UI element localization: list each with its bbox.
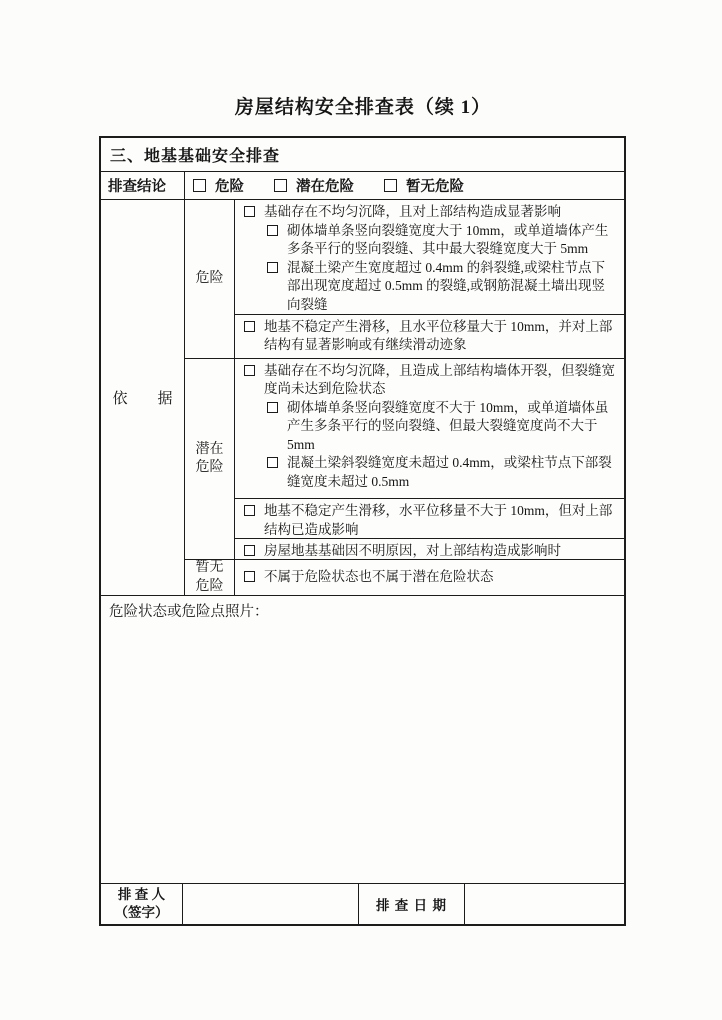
checklist-item [266, 222, 618, 259]
checklist-item [266, 454, 618, 491]
category-rows [235, 200, 624, 358]
category-rows [235, 359, 624, 559]
checklist-item [266, 399, 618, 455]
category-rows [235, 560, 624, 595]
checklist-item [243, 362, 618, 399]
inspector-label-line2: （签字） [114, 905, 169, 920]
checklist-item-text: 房屋地基基础因不明原因，对上部结构造成影响时 [264, 543, 561, 559]
checkbox-icon [193, 179, 206, 192]
checklist-item-text: 混凝土梁产生宽度超过 0.4mm 的斜裂缝,或梁柱节点下部出现宽度超过 0.5mm 的裂缝,或钢筋混凝土墙出现竖向裂缝 [287, 259, 606, 312]
checkbox-icon [384, 179, 397, 192]
checklist-item-text: 地基不稳定产生滑移，水平位移量不大于 10mm，但对上部结构已造成影响 [264, 503, 613, 537]
conclusion-option-danger [193, 175, 244, 196]
checkbox-icon [267, 402, 278, 413]
conclusion-option-label: 潜在危险 [296, 179, 354, 195]
conclusion-option-potential-danger [274, 175, 354, 196]
checklist-item [243, 568, 618, 587]
date-label: 排 查 日 期 [359, 884, 465, 924]
checkbox-icon [244, 505, 255, 516]
checklist-item-text: 基础存在不均匀沉降，且造成上部结构墙体开裂，但裂缝宽度尚未达到危险状态 [264, 362, 615, 397]
checklist-item [243, 318, 618, 355]
category-label: 暂无危险 [185, 560, 235, 595]
checklist-item-text: 砌体墙单条竖向裂缝宽度大于 10mm，或单道墙体产生多条平行的竖向裂缝、其中最大裂缝宽度大于 5mm [287, 222, 609, 256]
conclusion-row [101, 172, 624, 200]
category-potential-danger [185, 358, 624, 559]
page-title: 房屋结构安全排查表（续 1） [234, 97, 492, 118]
checklist-item [243, 502, 618, 538]
checklist-item-text: 砌体墙单条竖向裂缝宽度不大于 10mm，或单道墙体虽产生多条平行的竖向裂缝、但最大裂缝宽度尚不大于 5mm [287, 399, 609, 452]
checklist-item [243, 542, 618, 559]
checkbox-icon [244, 206, 255, 217]
criteria-row [235, 314, 624, 358]
category-danger [185, 200, 624, 358]
checklist-item-text: 混凝土梁斜裂缝宽度未超过 0.4mm，或梁柱节点下部裂缝宽度未超过 0.5mm [287, 455, 612, 489]
checkbox-icon [267, 262, 278, 273]
conclusion-option-label: 危险 [215, 179, 244, 195]
category-label: 危险 [185, 200, 235, 358]
checkbox-icon [244, 545, 255, 556]
checkbox-icon [244, 571, 255, 582]
checklist-item-text: 基础存在不均匀沉降，且对上部结构造成显著影响 [264, 204, 561, 219]
category-label: 潜在危险 [185, 359, 235, 559]
criteria-row [235, 200, 624, 314]
photo-area-label: 危险状态或危险点照片： [109, 604, 269, 620]
checkbox-icon [274, 179, 287, 192]
basis-categories [185, 200, 624, 595]
basis-block [101, 200, 624, 596]
conclusion-option-label: 暂无危险 [406, 179, 464, 195]
checkbox-icon [244, 321, 255, 332]
criteria-row [235, 560, 624, 595]
checkbox-icon [267, 457, 278, 468]
checkbox-icon [244, 365, 255, 376]
checkbox-icon [267, 225, 278, 236]
checklist-item-text: 不属于危险状态也不属于潜在危险状态 [264, 569, 494, 585]
category-no-danger [185, 559, 624, 595]
criteria-row [235, 538, 624, 559]
criteria-row [235, 359, 624, 499]
conclusion-label: 排查结论 [101, 172, 185, 199]
photo-area [101, 596, 624, 884]
section-header: 三、地基基础安全排查 [101, 138, 624, 172]
checklist-item-text: 地基不稳定产生滑移，且水平位移量大于 10mm，并对上部结构有显著影响或有继续滑动迹象 [264, 318, 613, 353]
conclusion-options [185, 172, 624, 199]
footer-row [101, 884, 624, 924]
inspector-label [101, 884, 183, 924]
checklist-item [243, 203, 618, 222]
checklist-item [266, 259, 618, 314]
inspector-signature-cell [183, 884, 359, 924]
date-value-cell [465, 884, 624, 924]
basis-label: 依 据 [101, 200, 185, 595]
criteria-row [235, 498, 624, 538]
conclusion-option-no-danger [384, 175, 464, 196]
inspector-label-line1: 排 查 人 [117, 886, 166, 902]
inspection-form-table [99, 136, 626, 926]
